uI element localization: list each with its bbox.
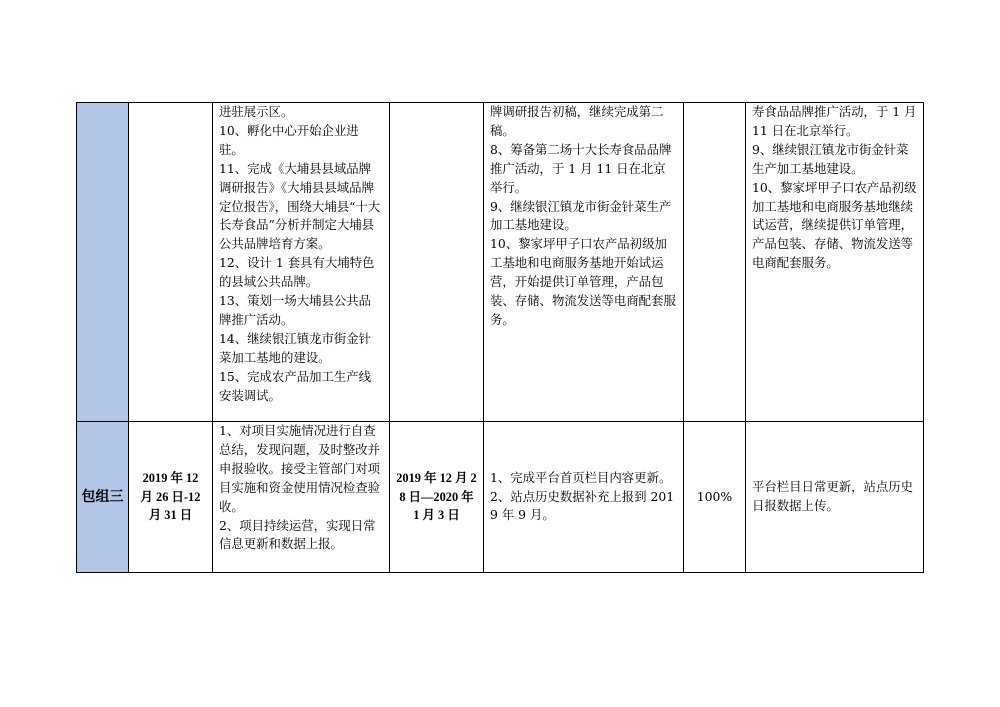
group-cell bbox=[77, 422, 129, 573]
plan-cell bbox=[213, 103, 390, 422]
table-row bbox=[77, 103, 924, 422]
list-item: 8、筹备第二场十大长寿食品品牌推广活动，于 1 月 11 日在北京举行。 bbox=[490, 141, 672, 195]
next-cell bbox=[746, 422, 924, 573]
period-cell bbox=[129, 422, 213, 573]
progress-cell bbox=[684, 103, 746, 422]
list-item: 9、继续银江镇龙市街金针菜生产加工基地建设。 bbox=[490, 198, 672, 233]
plan-cell bbox=[213, 422, 390, 573]
list-item: 寿食品品牌推广活动，于 1 月 11 日在北京举行。 bbox=[752, 104, 921, 138]
list-item: 进驻展示区。 bbox=[219, 104, 294, 119]
list-item: 10、孵化中心开始企业进驻。 bbox=[219, 122, 359, 157]
list-item: 11、完成《大埔县县域品牌调研报告》《大埔县县域品牌定位报告》，围绕大埔县“十大长寿食品”分析并制定大埔县公共品牌培育方案。 bbox=[219, 160, 381, 252]
period-cell bbox=[390, 103, 484, 422]
period-cell bbox=[390, 422, 484, 573]
list-item: 12、设计 1 套具有大埔特色的县域公共品牌。 bbox=[219, 255, 375, 290]
period-text: 2019 年 12 月 26 日-12 月 31 日 bbox=[140, 471, 201, 523]
list-item: 10、黎家坪甲子口农产品初级加工基地和电商服务基地开始试运营，开始提供订单管理，产品包装、存储、物流发送等电商配套服务。 bbox=[490, 236, 676, 327]
list-item: 1、完成平台首页栏目内容更新。 bbox=[490, 469, 672, 485]
list-item: 2、项目持续运营，实现日常信息更新和数据上报。 bbox=[219, 517, 376, 552]
list-item: 13、策划一场大埔县公共品牌推广活动。 bbox=[219, 293, 372, 327]
period-cell bbox=[129, 103, 213, 422]
done-cell bbox=[484, 103, 684, 422]
progress-cell bbox=[684, 422, 746, 573]
list-item: 10、黎家坪甲子口农产品初级加工基地和电商服务基地继续试运营，继续提供订单管理，产品包装、存储、物流发送等电商配套服务。 bbox=[752, 179, 917, 271]
table-row bbox=[77, 422, 924, 573]
progress-value: 100% bbox=[696, 488, 733, 504]
list-item: 2、站点历史数据补充上报到 2019 年 9 月。 bbox=[490, 488, 675, 523]
period-text: 2019 年 12 月 28 日—2020 年 1 月 3 日 bbox=[396, 471, 477, 523]
list-item: 牌调研报告初稿，继续完成第二稿。 bbox=[490, 104, 664, 138]
next-text: 平台栏目日常更新，站点历史日报数据上传。 bbox=[752, 479, 914, 513]
list-item: 1、对项目实施情况进行自查总结，发现问题，及时整改并申报验收。接受主管部门对项目实施和资金使用情况检查验收。 bbox=[219, 423, 381, 514]
progress-table bbox=[76, 102, 924, 573]
done-cell bbox=[484, 422, 684, 573]
list-item: 9、继续银江镇龙市街金针菜生产加工基地建设。 bbox=[752, 141, 909, 176]
group-cell bbox=[77, 103, 129, 422]
group-label: 包组三 bbox=[81, 488, 124, 505]
next-cell bbox=[746, 103, 924, 422]
list-item: 14、继续银江镇龙市街金针菜加工基地的建设。 bbox=[219, 330, 372, 365]
list-item: 15、完成农产品加工生产线安装调试。 bbox=[219, 368, 372, 403]
